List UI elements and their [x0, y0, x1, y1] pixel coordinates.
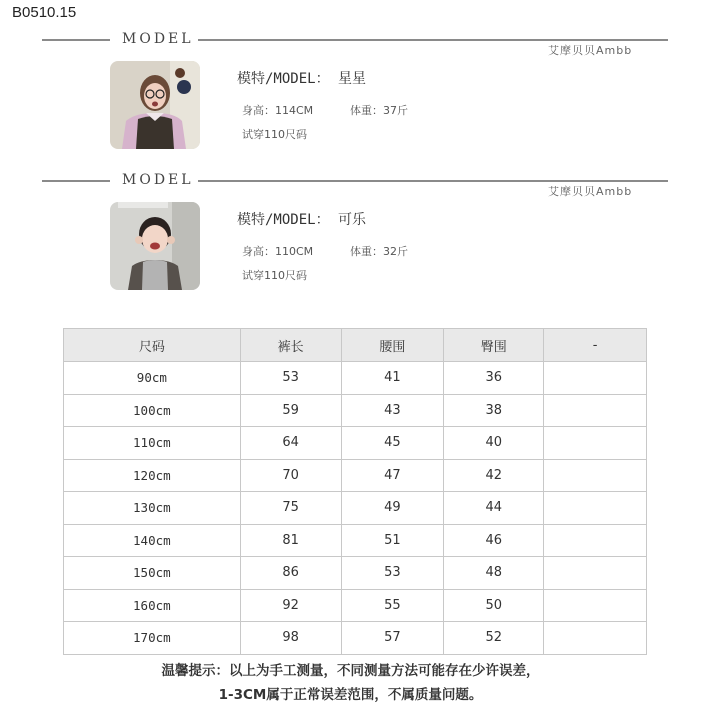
model-height: 身高：114CM — [242, 104, 314, 117]
brand-label: 艾摩贝贝Ambb — [548, 44, 633, 57]
model-name-line — [237, 68, 366, 88]
product-code: B0510.15 — [12, 4, 77, 21]
divider-line — [42, 39, 110, 41]
table-row: 120cm 70 47 42 — [64, 459, 647, 492]
size-chart-table — [63, 328, 647, 655]
table-row: 140cm 81 51 46 — [64, 524, 647, 557]
header-hip: 臀围 — [444, 329, 544, 362]
header-pants-length: 裤长 — [240, 329, 341, 362]
header-size: 尺码 — [64, 329, 241, 362]
measurement-note — [0, 659, 701, 707]
model-fit-note: 试穿110尺码 — [242, 269, 307, 282]
brand-label: 艾摩贝贝Ambb — [548, 185, 633, 198]
header-empty: - — [544, 329, 647, 362]
model-fit-note: 试穿110尺码 — [242, 128, 307, 141]
table-row: 100cm 59 43 38 — [64, 394, 647, 427]
model-weight: 体重：37斤 — [350, 104, 408, 117]
table-row: 160cm 92 55 50 — [64, 589, 647, 622]
model-name: 可乐 — [338, 212, 367, 228]
divider-line — [198, 39, 668, 41]
table-row: 170cm 98 57 52 — [64, 622, 647, 655]
section-title: MODEL — [122, 172, 194, 188]
model-name: 星星 — [338, 71, 367, 87]
note-line-2: 1-3CM属于正常误差范围，不属质量问题。 — [218, 687, 483, 703]
model-photo — [110, 202, 200, 290]
table-row: 110cm 64 45 40 — [64, 427, 647, 460]
model-photo — [110, 61, 200, 149]
model-name-line — [237, 209, 366, 229]
divider-line — [198, 180, 668, 182]
header-waist: 腰围 — [341, 329, 444, 362]
note-line-1: 温馨提示：以上为手工测量，不同测量方法可能存在少许误差， — [161, 663, 540, 679]
model-height: 身高：110CM — [242, 245, 314, 258]
table-row: 150cm 86 53 48 — [64, 557, 647, 590]
table-header-row — [64, 329, 647, 362]
table-row: 90cm 53 41 36 — [64, 362, 647, 395]
section-title: MODEL — [122, 31, 194, 47]
divider-line — [42, 180, 110, 182]
model-name-label: 模特/MODEL： — [237, 71, 330, 87]
table-row: 130cm 75 49 44 — [64, 492, 647, 525]
model-name-label: 模特/MODEL： — [237, 212, 330, 228]
model-weight: 体重：32斤 — [350, 245, 408, 258]
